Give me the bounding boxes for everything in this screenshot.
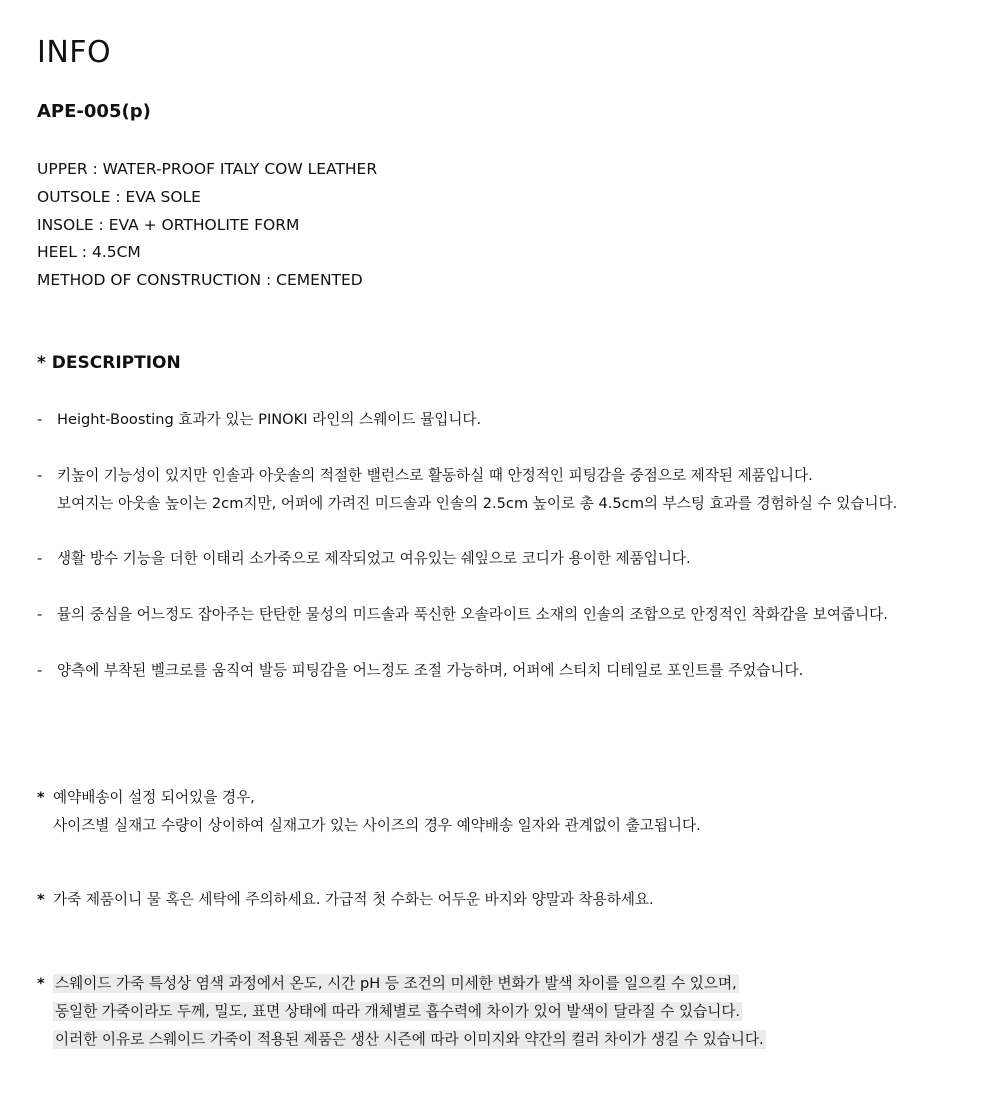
highlighted-note-text: 동일한 가죽이라도 두께, 밀도, 표면 상태에 따라 개체별로 흡수력에 차이가 있어 발색이 달라질 수 있습니다. [55,1003,741,1020]
description-text: 키높이 기능성이 있지만 인솔과 아웃솔의 적절한 밸런스로 활동하실 때 안정적인 피팅감을 중점으로 제작된 제품입니다. [57,467,813,484]
page-title: INFO [37,35,112,70]
note-text: 예약배송이 설정 되어있을 경우, [53,789,255,806]
note-text: 사이즈별 실재고 수량이 상이하여 실재고가 있는 사이즈의 경우 예약배송 일자와 관계없이 출고됩니다. [53,817,701,834]
description-text: 뮬의 중심을 어느정도 잡아주는 탄탄한 물성의 미드솔과 푹신한 오솔라이트 소재의 인솔의 조합으로 안정적인 착화감을 보여줍니다. [57,606,888,623]
bullet-dash: - [37,550,43,567]
spec-list [37,156,377,295]
description-text: 보여지는 아웃솔 높이는 2cm지만, 어퍼에 가려진 미드솔과 인솔의 2.5cm 높이로 총 4.5cm의 부스팅 효과를 경험하실 수 있습니다. [57,495,898,512]
product-code: APE-005(p) [37,101,151,122]
bullet-dash: - [37,467,43,484]
spec-outsole: OUTSOLE : EVA SOLE [37,187,201,206]
description-heading: * DESCRIPTION [37,353,181,373]
spec-upper: UPPER : WATER-PROOF ITALY COW LEATHER [37,160,378,178]
description-text: Height-Boosting 효과가 있는 PINOKI 라인의 스웨이드 뮬입니다. [57,411,482,428]
spec-heel: HEEL : 4.5CM [37,243,141,262]
note-asterisk: * [37,891,45,908]
note-asterisk: * [37,789,45,806]
description-text: 생활 방수 기능을 더한 이태리 소가죽으로 제작되었고 여유있는 쉐잎으로 코디가 용이한 제품입니다. [57,550,691,567]
spec-insole: INSOLE : EVA + ORTHOLITE FORM [37,215,300,234]
description-text: 양측에 부착된 벨크로를 움직여 발등 피팅감을 어느정도 조절 가능하며, 어퍼에 스티치 디테일로 포인트를 주었습니다. [57,662,804,679]
highlighted-note-text: 스웨이드 가죽 특성상 염색 과정에서 온도, 시간 pH 등 조건의 미세한 변화가 발색 차이를 일으킬 수 있으며, [55,975,737,992]
bullet-dash: - [37,606,43,623]
bullet-dash: - [37,411,43,428]
note-asterisk: * [37,975,45,992]
note-text: 가죽 제품이니 물 혹은 세탁에 주의하세요. 가급적 첫 수화는 어두운 바지와 양말과 착용하세요. [53,891,654,908]
spec-construction: METHOD OF CONSTRUCTION : CEMENTED [37,271,363,290]
highlighted-note-text: 이러한 이유로 스웨이드 가죽이 적용된 제품은 생산 시즌에 따라 이미지와 약간의 컬러 차이가 생길 수 있습니다. [55,1031,764,1048]
bullet-dash: - [37,662,43,679]
